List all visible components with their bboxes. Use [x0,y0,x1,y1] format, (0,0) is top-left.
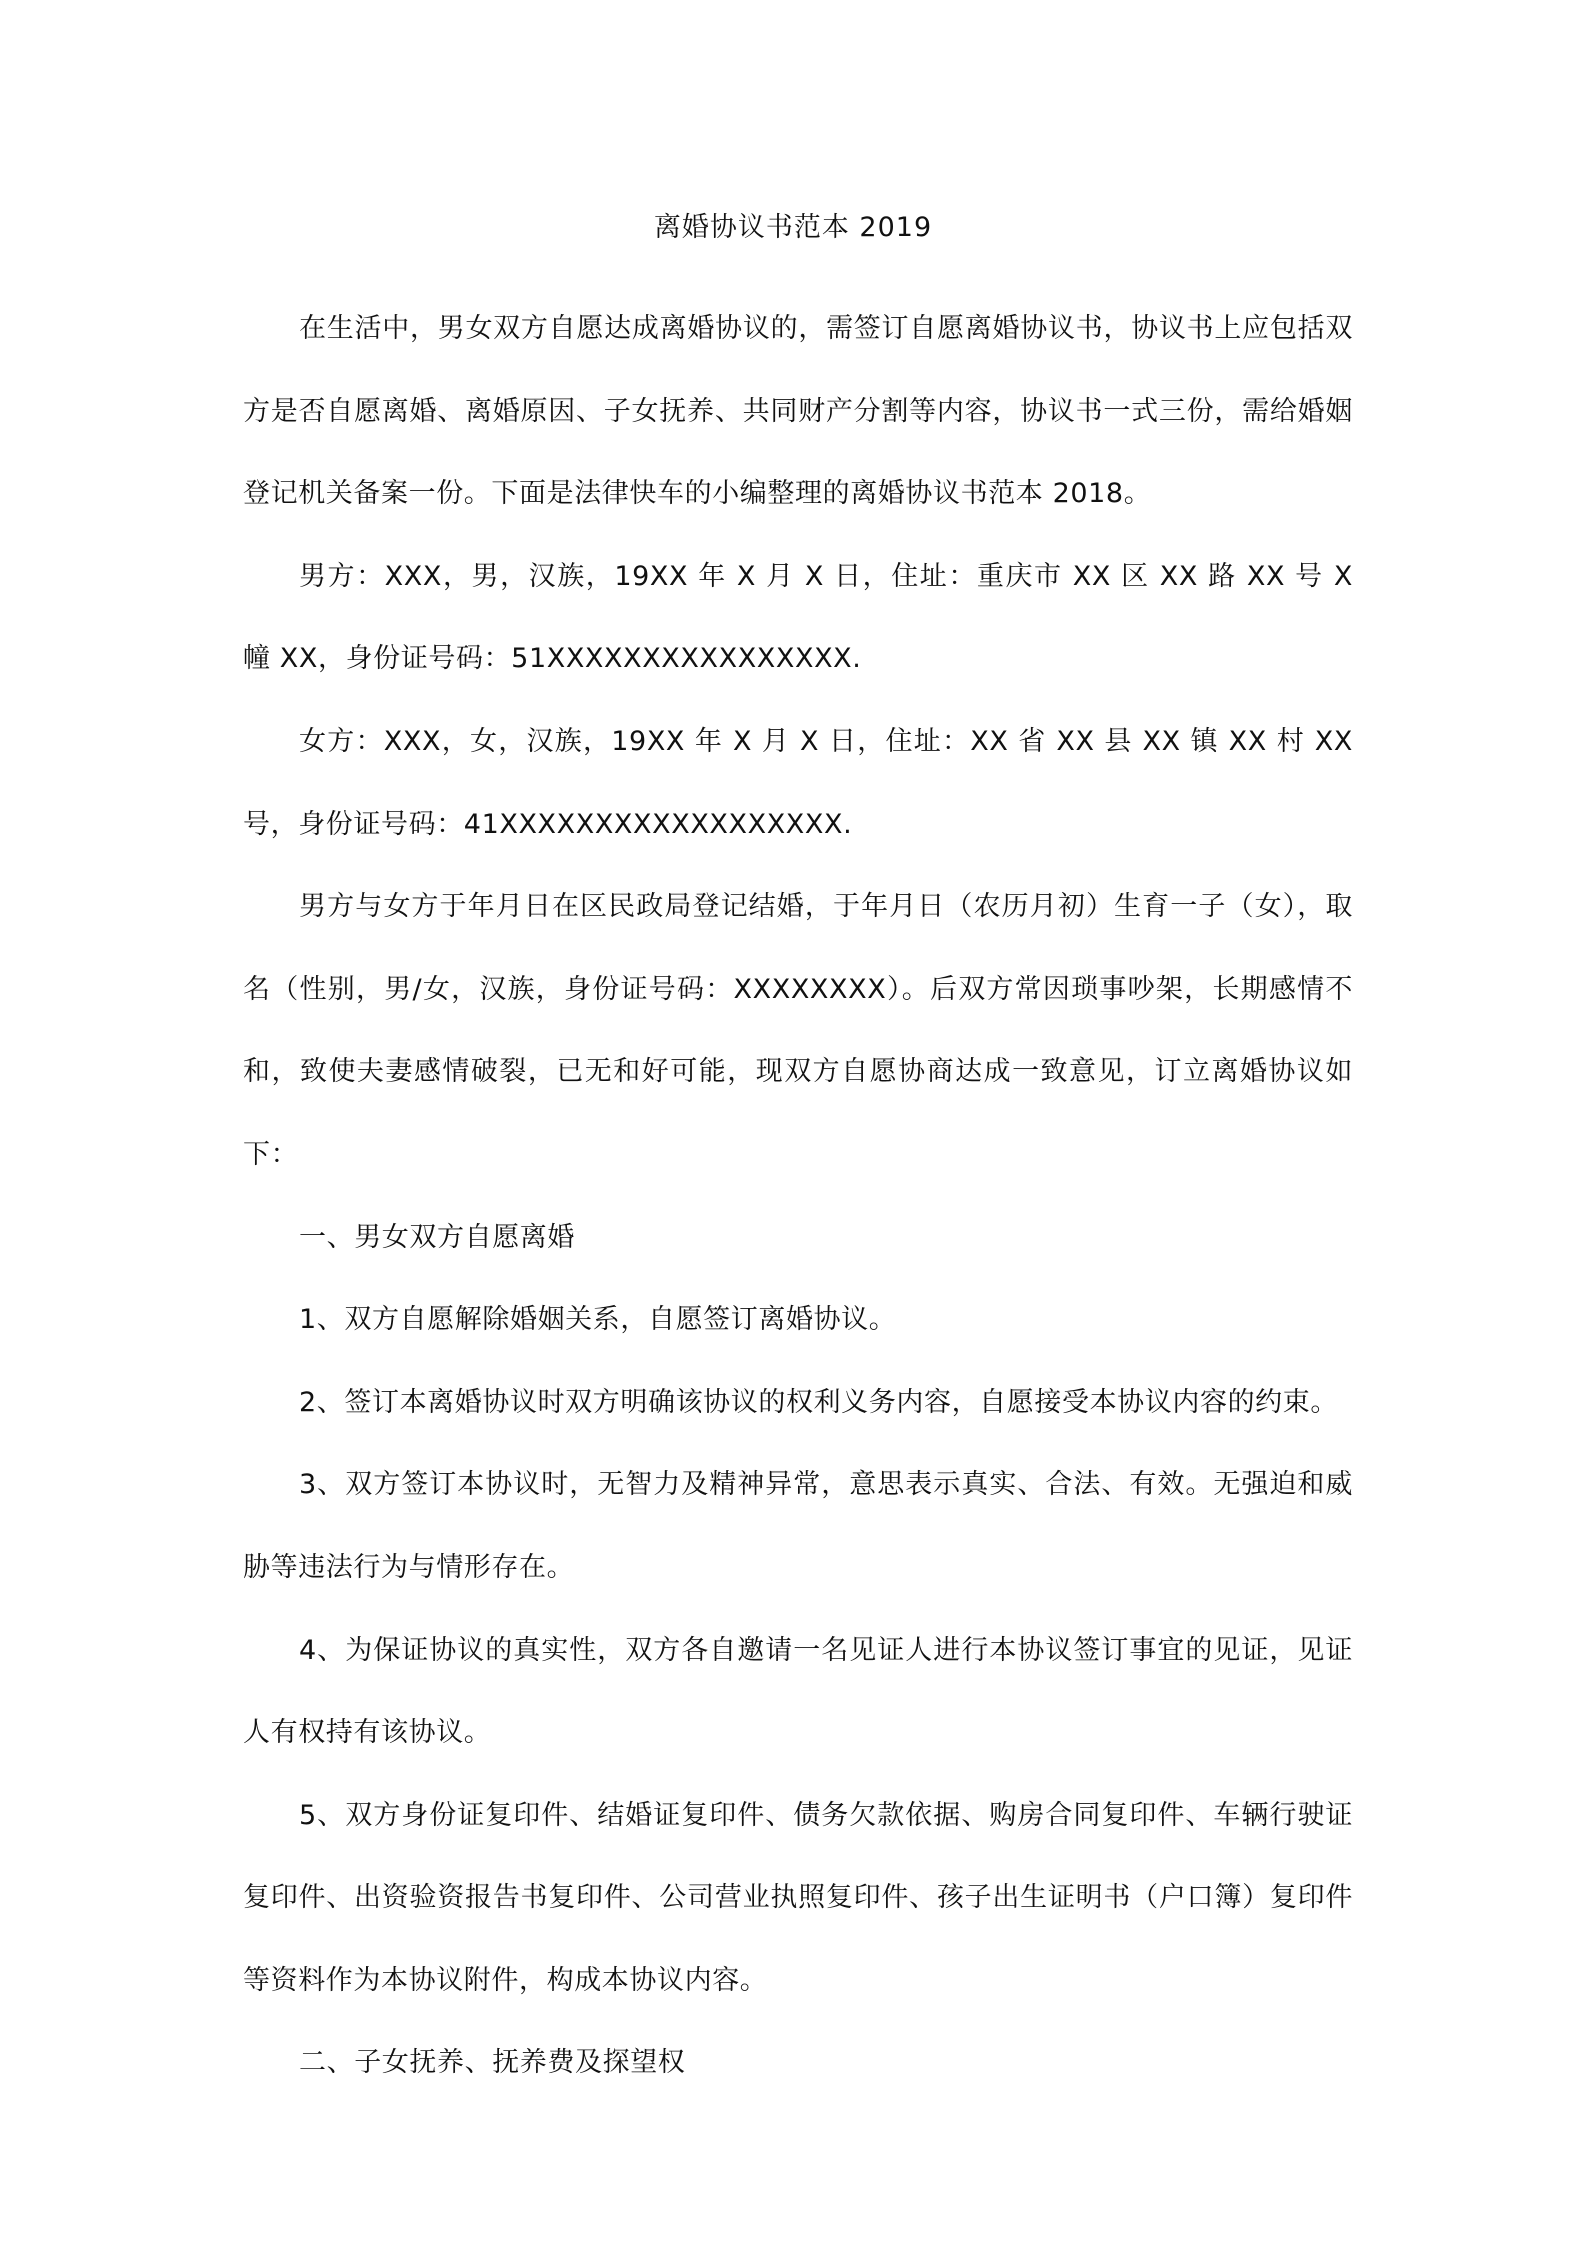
clause-1: 1、双方自愿解除婚姻关系，自愿签订离婚协议。 [299,1304,897,1336]
document-title: 离婚协议书范本 2019 [653,212,933,243]
intro-paragraph: 在生活中，男女双方自愿达成离婚协议的，需签订自愿离婚协议书，协议书上应包括双方是否自愿离婚、离婚原因、子女抚养、共同财产分割等内容，协议书一式三份，需给婚姻登记机关备案一份。下面是法律快车的小编整理的离婚协议书范本 2018。 [243,313,1353,510]
section-heading-child-custody: 二、子女抚养、抚养费及探望权 [299,2047,686,2079]
wife-info-paragraph: 女方：XXX，女，汉族，19XX 年 X 月 X 日，住址：XX 省 XX 县 XX 镇 XX 村 XX 号，身份证号码：41XXXXXXXXXXXXXXXXXX. [243,725,1353,840]
clause-3: 3、双方签订本协议时，无智力及精神异常，意思表示真实、合法、有效。无强迫和威胁等违法行为与情形存在。 [243,1469,1353,1583]
clause-4: 4、为保证协议的真实性，双方各自邀请一名见证人进行本协议签订事宜的见证，见证人有权持有该协议。 [243,1634,1353,1749]
marriage-background-paragraph: 男方与女方于年月日在区民政局登记结婚，于年月日（农历月初）生育一子（女），取名（性别，男/女，汉族，身份证号码：XXXXXXXX）。后双方常因琐事吵架，长期感情不和，致使夫妻感情破裂，已无和好可能，现双方自愿协商达成一致意见，订立离婚协议如下： [243,891,1353,1170]
clause-5: 5、双方身份证复印件、结婚证复印件、债务欠款依据、购房合同复印件、车辆行驶证复印件、出资验资报告书复印件、公司营业执照复印件、孩子出生证明书（户口簿）复印件等资料作为本协议附件，构成本协议内容。 [243,1799,1353,1996]
document-body [243,288,1353,2105]
husband-info-paragraph: 男方：XXX，男，汉族，19XX 年 X 月 X 日，住址：重庆市 XX 区 XX 路 XX 号 X 幢 XX，身份证号码：51XXXXXXXXXXXXXXXX. [243,560,1353,675]
section-heading-voluntary-divorce: 一、男女双方自愿离婚 [299,1221,575,1253]
clause-2: 2、签订本离婚协议时双方明确该协议的权利义务内容，自愿接受本协议内容的约束。 [299,1386,1338,1418]
